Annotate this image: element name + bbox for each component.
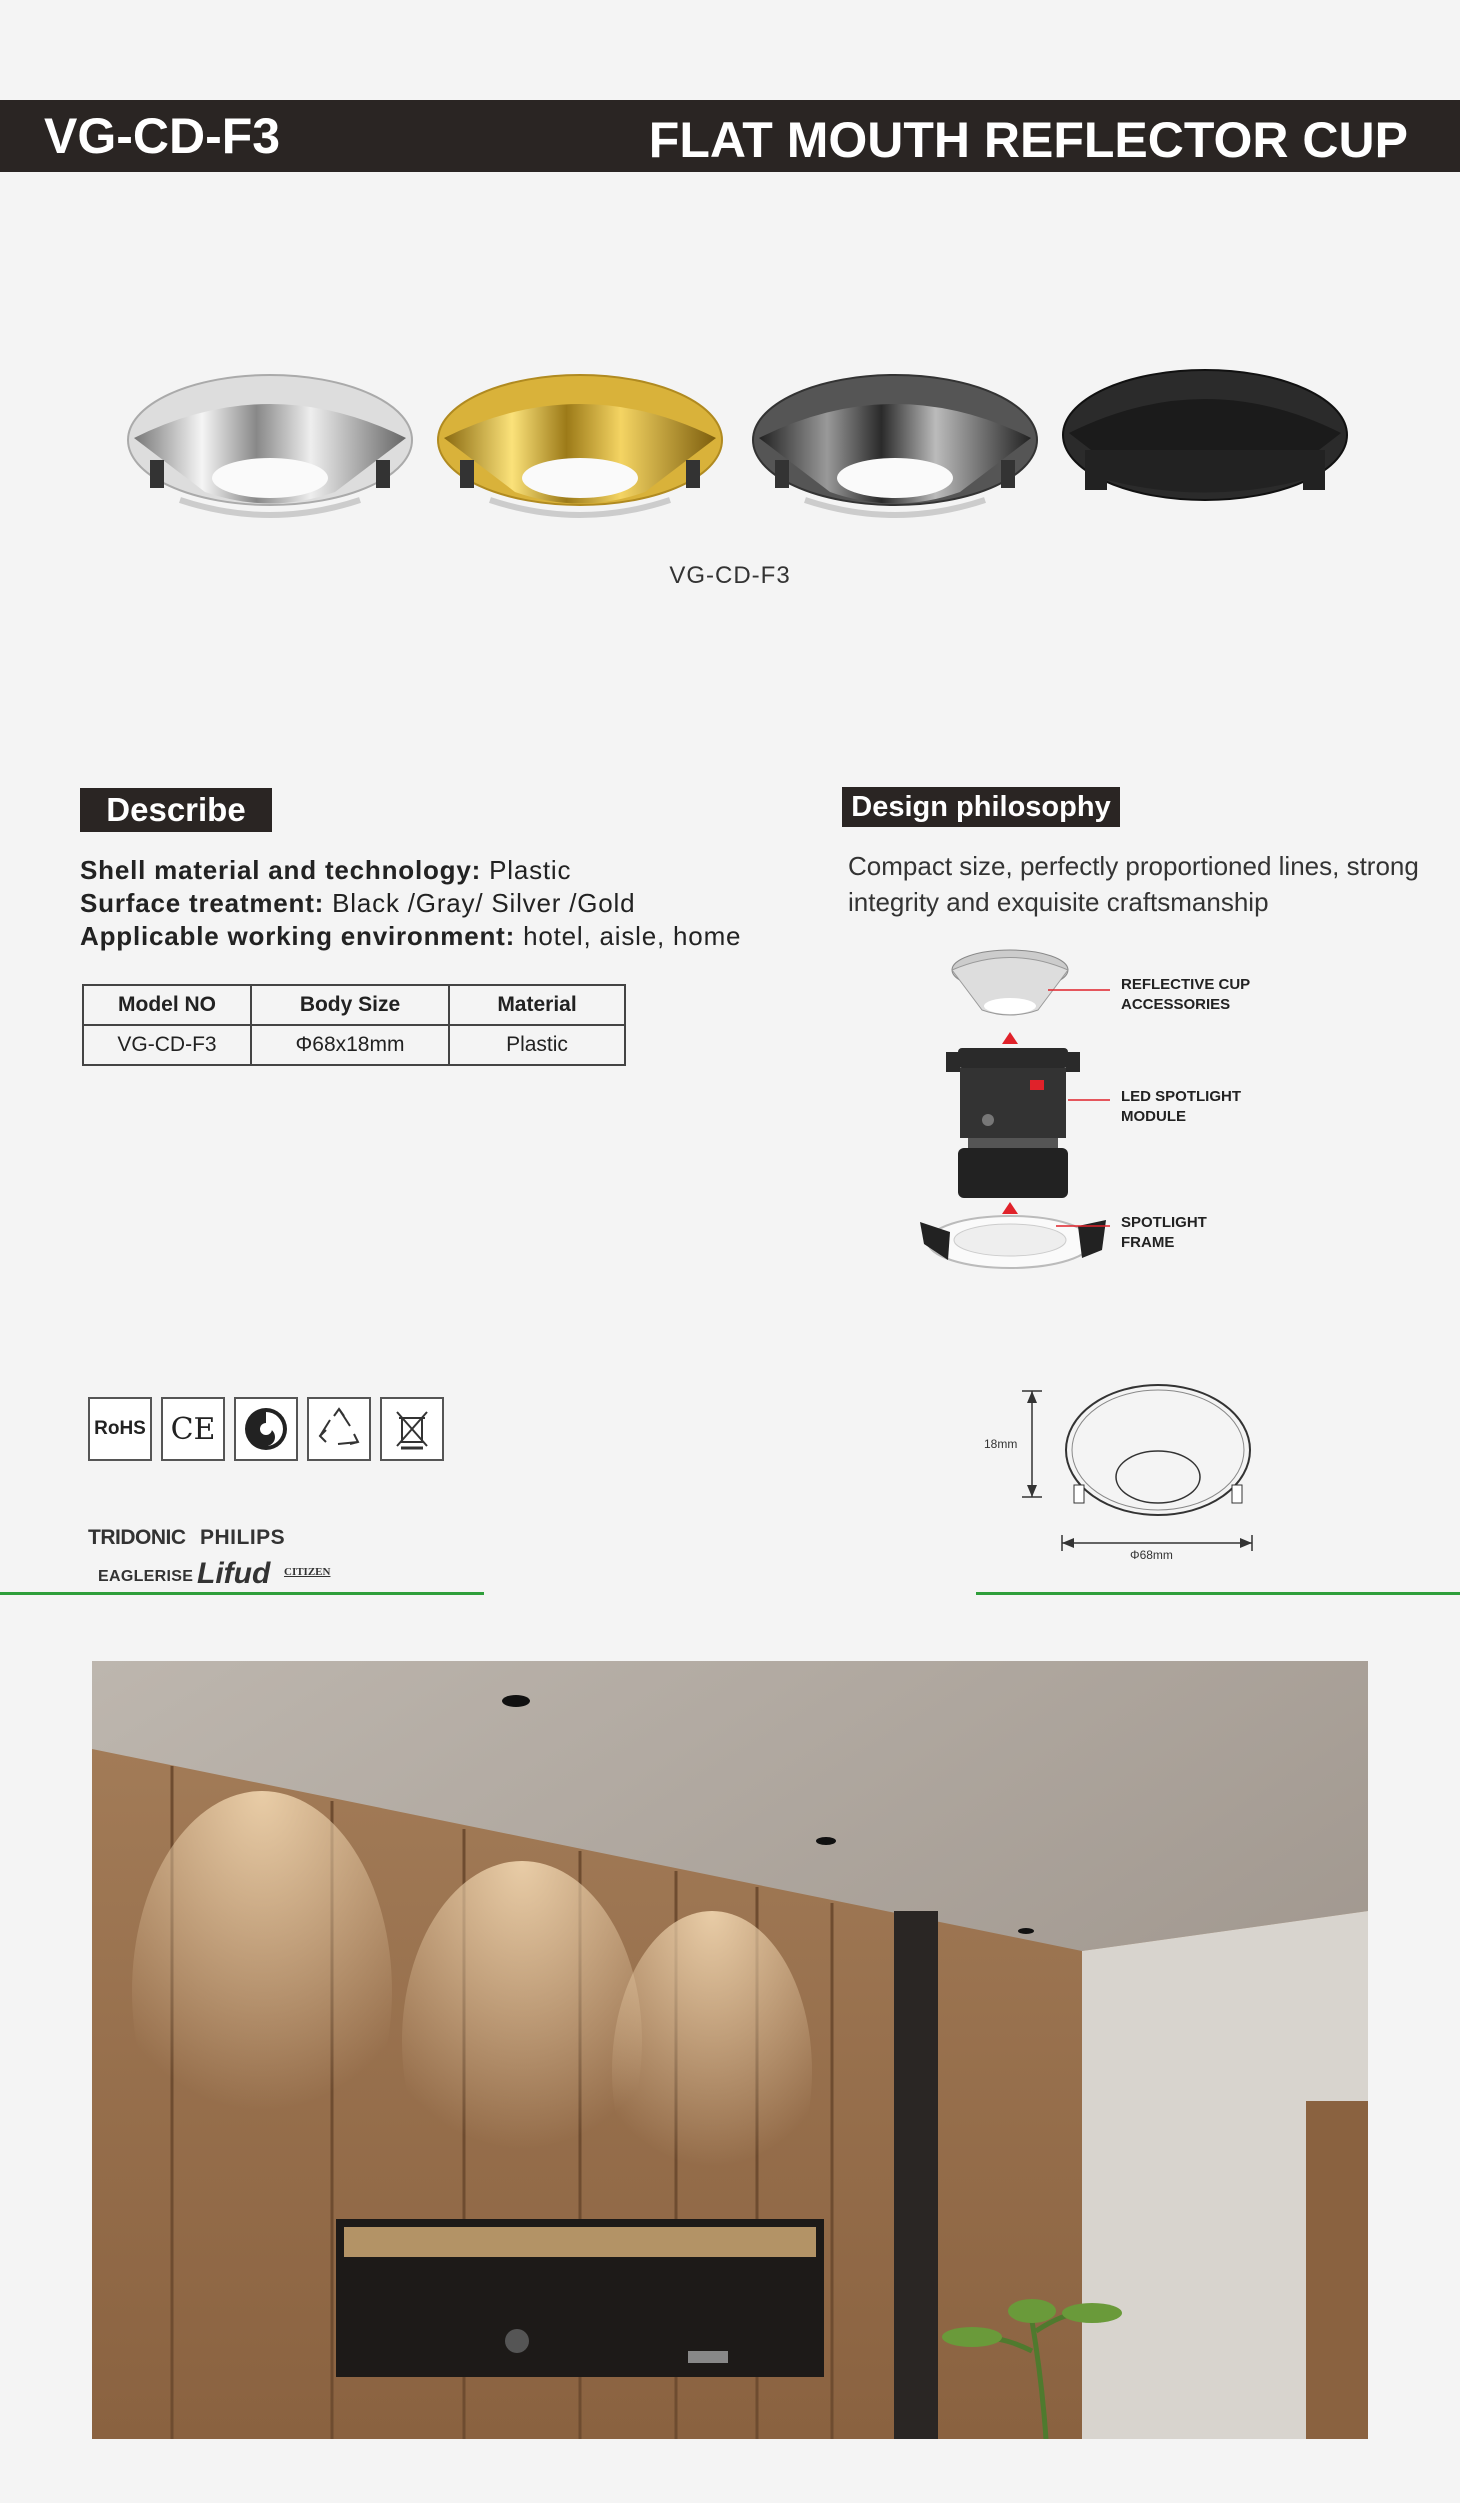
table-row bbox=[83, 1025, 625, 1065]
spec-line-environment bbox=[80, 921, 741, 952]
product-gray-cup bbox=[745, 330, 1045, 530]
exploded-diagram bbox=[910, 940, 1290, 1285]
dim-diameter-text: Φ68mm bbox=[1130, 1548, 1173, 1562]
table-cell: VG-CD-F3 bbox=[83, 1025, 251, 1065]
divider-right bbox=[976, 1592, 1460, 1595]
label-reflective-cup: REFLECTIVE CUP ACCESSORIES bbox=[1121, 976, 1251, 1013]
ce-badge bbox=[161, 1397, 225, 1461]
design-heading: Design philosophy bbox=[842, 787, 1120, 827]
table-cell: Plastic bbox=[449, 1025, 625, 1065]
brand-eaglerise: EAGLERISE bbox=[98, 1568, 194, 1585]
model-code: VG-CD-F3 bbox=[44, 108, 281, 164]
brand-philips: PHILIPS bbox=[200, 1526, 286, 1549]
weee-bin-icon bbox=[380, 1397, 444, 1461]
spec-label: Applicable working environment: bbox=[80, 921, 516, 951]
table-header-row bbox=[83, 985, 625, 1025]
recycle-icon bbox=[307, 1397, 371, 1461]
describe-heading: Describe bbox=[80, 788, 272, 832]
label-spotlight-frame: SPOTLIGHT FRAME bbox=[1121, 1214, 1207, 1251]
product-silver-cup bbox=[120, 330, 420, 530]
rohs-badge bbox=[88, 1397, 152, 1461]
divider-left bbox=[0, 1592, 484, 1595]
rohs-text: RoHS bbox=[94, 1418, 146, 1439]
table-header-cell: Material bbox=[449, 985, 625, 1025]
room-scene-photo bbox=[92, 1661, 1368, 2439]
spec-value: hotel, aisle, home bbox=[515, 921, 742, 951]
table-cell: Φ68x18mm bbox=[251, 1025, 449, 1065]
product-caption: VG-CD-F3 bbox=[669, 562, 791, 589]
table-header-cell: Body Size bbox=[251, 985, 449, 1025]
product-black-cup bbox=[1055, 330, 1355, 530]
product-gold-cup bbox=[430, 330, 730, 530]
spec-value: Black /Gray/ Silver /Gold bbox=[324, 888, 636, 918]
brand-citizen: CITIZEN bbox=[284, 1566, 331, 1578]
dimension-drawing bbox=[970, 1375, 1270, 1575]
brand-lifud: Lifud bbox=[197, 1557, 271, 1590]
brand-tridonic: TRIDONIC bbox=[88, 1526, 186, 1549]
label-led-module: LED SPOTLIGHT MODULE bbox=[1121, 1088, 1241, 1125]
spec-line-surface bbox=[80, 888, 635, 919]
green-dot-icon bbox=[234, 1397, 298, 1461]
spec-line-material bbox=[80, 855, 571, 886]
spec-value: Plastic bbox=[481, 855, 572, 885]
table-header-cell: Model NO bbox=[83, 985, 251, 1025]
spec-table bbox=[82, 984, 626, 1066]
design-text: Compact size, perfectly proportioned lines, strong integrity and exquisite craftsmanship bbox=[848, 851, 1419, 917]
product-title: FLAT MOUTH REFLECTOR CUP bbox=[648, 112, 1408, 168]
spec-label: Shell material and technology: bbox=[80, 855, 482, 885]
ce-text: CE bbox=[170, 1411, 216, 1447]
dim-height-text: 18mm bbox=[984, 1437, 1018, 1451]
spec-label: Surface treatment: bbox=[80, 888, 325, 918]
